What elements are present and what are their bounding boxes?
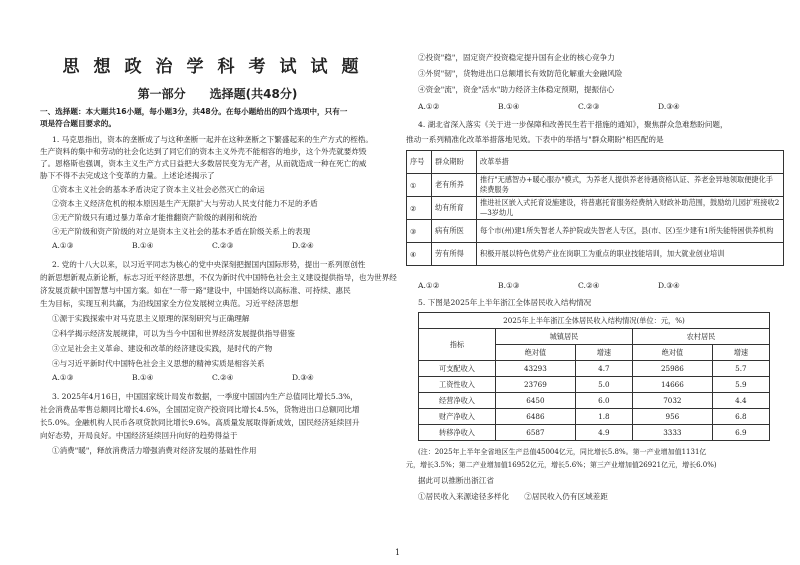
q2-option-d[interactable]: D.③④ <box>292 373 314 382</box>
table-cell: 推行"无感智办+暖心服办"模式，为养老人提供养老待遇资格认证、养老金异地领取便捷化手续费服务 <box>477 174 784 197</box>
table-header-cell: 改革举措 <box>477 151 784 174</box>
table-cell: 可支配收入 <box>419 361 496 377</box>
table-cell: 幼有所育 <box>432 197 477 220</box>
table-header-cell: 绝对值 <box>632 345 712 361</box>
q3-option-a[interactable]: A.①② <box>418 102 440 111</box>
section-instruction-line1: 一、选择题：本大题共16小题，每小题3分，共48分。在每小题给出的四个选项中，只有一 <box>40 107 348 116</box>
table-row <box>407 243 784 266</box>
section-instruction-line2: 项是符合题目要求的。 <box>40 119 116 128</box>
q3-item: ④资金"流"，资金"活水"助力经济主体稳定预期，提振信心 <box>418 85 615 94</box>
table-cell: 6.8 <box>712 409 769 425</box>
q3-stem-line: 向好态势，开局良好。中国经济延续回升向好的趋势得益于 <box>40 431 238 440</box>
table-header-cell: 城镇居民 <box>496 329 633 345</box>
q1-stem-line: 生产资料的集中和劳动的社会化达到了同它们的资本主义外壳不能相容的地步，这个外壳就要炸毁 <box>40 147 367 156</box>
q3-option-d[interactable]: D.③④ <box>658 102 680 111</box>
q4-option-d[interactable]: D.③④ <box>658 281 680 290</box>
q4-option-c[interactable]: C.②④ <box>578 281 600 290</box>
q4-option-b[interactable]: B.①③ <box>498 281 520 290</box>
table-cell: 6486 <box>496 409 576 425</box>
table-row <box>419 361 770 377</box>
page-number: 1 <box>395 548 401 557</box>
table-cell: ① <box>407 174 432 197</box>
table-cell: ④ <box>407 243 432 266</box>
q1-stem-line: 了。恩格斯也强调，资本主义生产方式日益把大多数居民变为无产者，从而就造成一种在死亡的威 <box>40 159 367 168</box>
table-row <box>419 377 770 393</box>
q4-option-a[interactable]: A.①② <box>418 281 440 290</box>
table-header-cell: 指标 <box>419 329 496 361</box>
page-title: 思想政治学科考试试题 <box>62 57 373 77</box>
table-row <box>407 197 784 220</box>
q2-stem-line: 济发展贡献中国智慧与中国方案。如在"一带一路"建设中，中国始终以高标准、可持续、惠民 <box>40 286 351 295</box>
table-cell: 转移净收入 <box>419 425 496 441</box>
q1-option-b[interactable]: B.①④ <box>132 241 154 250</box>
table-cell: 4.7 <box>575 361 632 377</box>
table-header-cell: 绝对值 <box>496 345 576 361</box>
q1-item: ②资本主义经济危机的根本原因是生产无限扩大与劳动人民支付能力不足的矛盾 <box>52 199 318 208</box>
table-cell: 6587 <box>496 425 576 441</box>
q5-conclude: 据此可以推断出浙江省 <box>418 476 494 485</box>
q1-item: ①资本主义社会的基本矛盾决定了资本主义社会必然灭亡的命运 <box>52 185 265 194</box>
table-cell: 推进社区嵌入式托育设施建设，将普惠托育服务经费纳入财政补助范围，鼓励幼儿园扩班接收2—3岁幼儿 <box>477 197 784 220</box>
q2-item: ①源于实践探索中对马克思主义原理的深刻研究与正确理解 <box>52 314 250 323</box>
table-cell: 25986 <box>632 361 712 377</box>
q3-item: ③外贸"韧"，货物进出口总额增长有效防范化解重大金融风险 <box>418 69 623 78</box>
table-header-cell: 增速 <box>575 345 632 361</box>
table-cell: 财产净收入 <box>419 409 496 425</box>
table-row <box>419 425 770 441</box>
table-cell: 5.0 <box>575 377 632 393</box>
table-cell: 4.4 <box>712 393 769 409</box>
q4-stem-line: 4. 湖北省深入落实《关于进一步保障和改善民生若干措施的通知》，聚焦群众急难愁盼问题， <box>418 120 728 129</box>
table-row <box>407 174 784 197</box>
q3-stem-line: 社会消费品零售总额同比增长4.6%，全国固定资产投资同比增长4.5%，货物进出口总额同比增 <box>40 405 360 414</box>
table-caption: 2025年上半年浙江全体居民收入结构情况(单位：元，%) <box>419 313 770 329</box>
q1-option-a[interactable]: A.①③ <box>52 241 74 250</box>
q5-stem: 5. 下图是2025年上半年浙江全体居民收入结构情况 <box>418 298 592 307</box>
table-cell: ③ <box>407 220 432 243</box>
table-cell: 1.8 <box>575 409 632 425</box>
table-header-cell: 农村居民 <box>632 329 769 345</box>
table-cell: 病有所医 <box>432 220 477 243</box>
table-row <box>419 393 770 409</box>
q5-item: ①居民收入来源途径多样化 ②居民收入仍有区域差距 <box>418 492 608 501</box>
q2-item: ③立足社会主义革命、建设和改革的经济建设实践，是时代的产物 <box>52 344 273 353</box>
q4-options <box>418 281 738 290</box>
q1-stem-line: 胁下不得不去完成这个变革的力量。上述论述揭示了 <box>40 171 215 180</box>
table-cell: 6450 <box>496 393 576 409</box>
table-cell: 23769 <box>496 377 576 393</box>
q4-stem-line: 推动一系列精准化改革举措落地见效。下表中的举措与"群众期盼"相匹配的是 <box>406 135 664 144</box>
q3-options <box>418 102 738 111</box>
q5-note-line: 元，增长3.5%；第二产业增加值16952亿元，增长5.6%；第三产业增加值26921亿元，增长6.0%) <box>406 461 717 469</box>
table-header-cell: 群众期盼 <box>432 151 477 174</box>
q2-option-b[interactable]: B.①④ <box>132 373 154 382</box>
q5-note-line: (注：2025年上半年全省地区生产总值45004亿元，同比增长5.8%。第一产业增加值1131亿 <box>418 448 707 456</box>
part-heading: 第一部分 选择题(共48分) <box>137 87 298 101</box>
q2-stem-line: 生为目标，实现互利共赢，为沿线国家全方位发展树立典范。习近平经济思想 <box>40 299 299 308</box>
q3-stem-line: 长5.0%。金融机构人民币各项贷款同比增长9.6%。高质量发展取得新成效，国民经济延续回升 <box>40 418 360 427</box>
table-cell: 积极开展以特色优势产业在岗职工为重点的职业技能培训，加大就业创业培训 <box>477 243 784 266</box>
q2-options <box>52 373 372 382</box>
q1-option-c[interactable]: C.②③ <box>212 241 234 250</box>
q3-option-c[interactable]: C.②③ <box>578 102 600 111</box>
table-cell: 43293 <box>496 361 576 377</box>
table-header-cell: 序号 <box>407 151 432 174</box>
q3-item: ②投资"稳"，固定资产投资稳定提升国有企业的核心竞争力 <box>418 53 615 62</box>
q5-table <box>418 312 770 441</box>
q1-option-d[interactable]: D.②④ <box>292 241 314 250</box>
table-cell: 3333 <box>632 425 712 441</box>
table-cell: 6.9 <box>712 425 769 441</box>
q4-table <box>406 150 784 266</box>
table-cell: ② <box>407 197 432 220</box>
q2-item: ④与习近平新时代中国特色社会主义思想的精神实质是相容关系 <box>52 359 265 368</box>
table-cell: 956 <box>632 409 712 425</box>
table-cell: 4.9 <box>575 425 632 441</box>
table-cell: 每个市(州)建1所失智老人养护院或失智老人专区，县(市、区)至少建有1所失能特困供养机构 <box>477 220 784 243</box>
table-cell: 经营净收入 <box>419 393 496 409</box>
q1-options <box>52 241 372 250</box>
table-row <box>407 220 784 243</box>
table-cell: 5.7 <box>712 361 769 377</box>
q1-item: ④无产阶级和资产阶级的对立是资本主义社会的基本矛盾在阶级关系上的表现 <box>52 227 311 236</box>
q3-option-b[interactable]: B.①④ <box>498 102 520 111</box>
q3-stem-line: 3. 2025年4月16日，中国国家统计局发布数据，一季度中国国内生产总值同比增长5.3%， <box>52 392 358 401</box>
table-cell: 工资性收入 <box>419 377 496 393</box>
table-cell: 14666 <box>632 377 712 393</box>
table-header-row <box>407 151 784 174</box>
q3-item: ①消费"暖"，释放消费活力增强消费对经济发展的基础性作用 <box>52 446 257 455</box>
q1-stem-line: 1. 马克思指出，资本的垄断成了与这种垄断一起并在这种垄断之下繁盛起来的生产方式的桎梏。 <box>52 135 373 144</box>
q2-item: ②科学揭示经济发展规律，可以为当今中国和世界经济发展提供指导借鉴 <box>52 329 295 338</box>
q2-option-a[interactable]: A.①③ <box>52 373 74 382</box>
table-cell: 6.0 <box>575 393 632 409</box>
table-cell: 劳有所得 <box>432 243 477 266</box>
q2-option-c[interactable]: C.②④ <box>212 373 234 382</box>
q1-item: ③无产阶级只有通过暴力革命才能推翻资产阶级的剥削和统治 <box>52 213 258 222</box>
table-row <box>419 409 770 425</box>
table-cell: 老有所养 <box>432 174 477 197</box>
table-cell: 7032 <box>632 393 712 409</box>
q2-stem-line: 的新思想新观点新论断，标志习近平经济思想，不仅为新时代中国特色社会主义建设提供指导，也为世界经 <box>40 273 397 282</box>
table-header-cell: 增速 <box>712 345 769 361</box>
table-cell: 5.9 <box>712 377 769 393</box>
q2-stem-line: 2. 党的十八大以来，以习近平同志为核心的党中央深刻把握国内国际形势，提出一系列原创性 <box>52 260 366 269</box>
